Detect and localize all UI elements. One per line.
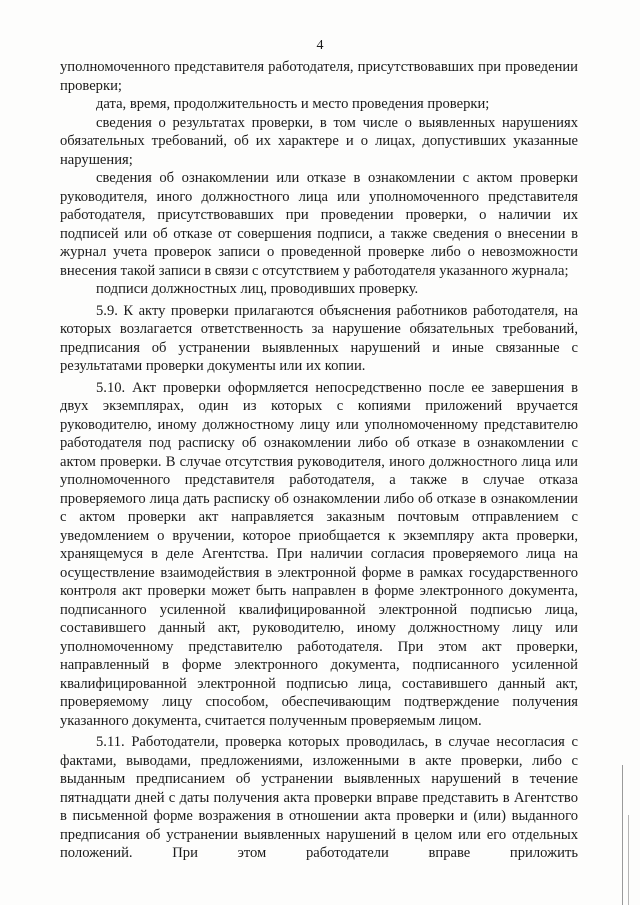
paragraph-results: сведения о результатах проверки, в том числе о выявленных нарушениях обязательных требований, об их характере и о лицах, допустивших указанные нарушения; <box>60 114 578 168</box>
scan-edge-line <box>622 765 623 905</box>
paragraph-continuation: уполномоченного представителя работодателя, присутствовавших при проведении проверки; <box>60 59 578 94</box>
page-number: 4 <box>316 38 324 53</box>
scan-edge-line-secondary <box>628 815 629 905</box>
paragraph-signatures: подписи должностных лиц, проводивших проверку. <box>96 281 419 297</box>
document-body <box>60 58 578 863</box>
paragraph-5-11: 5.11. Работодатели, проверка которых проводилась, в случае несогласия с фактами, выводами, предложениями, изложенными в акте проверки, либо с выданным предписанием об устранении выявленных нарушений в течение пятнадцати дней с даты получения акта проверки вправе представить в Агентство в письменной форме возражения в отношении акта проверки и (или) выданного предписания об устранении выявленных нарушений в целом или его отдельных положений. При этом работодатели вправе приложить <box>60 734 578 861</box>
paragraph-acquaintance: сведения об ознакомлении или отказе в ознакомлении с актом проверки руководителя, иного должностного лица или уполномоченного представителя работодателя, присутствовавших при проведении проверки, о наличии их подписей или об отказе от совершения подписи, а также сведения о внесении в журнал учета проверок записи о проведенной проверке либо о невозможности внесения такой записи в связи с отсутствием у работодателя указанного журнала; <box>60 170 578 279</box>
paragraph-5-9: 5.9. К акту проверки прилагаются объяснения работников работодателя, на которых возлагается ответственность за нарушение обязательных требований, предписания об устранении выявленных нарушений и иные связанные с результатами проверки документы или их копии. <box>60 302 578 374</box>
paragraph-date-time: дата, время, продолжительность и место проведения проверки; <box>96 96 490 112</box>
paragraph-5-10: 5.10. Акт проверки оформляется непосредственно после ее завершения в двух экземплярах, один из которых с копиями приложений вручается руководителю, иному должностному лицу или уполномоченному представителю работодателя под расписку об ознакомлении либо об отказе в ознакомлении с актом проверки. В случае отсутствия руководителя, иного должностного лица или уполномоченного представителя работодателя, а также в случае отказа проверяемого лица дать расписку об ознакомлении либо об отказе в ознакомлении с актом проверки акт направляется заказным почтовым отправлением с уведомлением о вручении, которое приобщается к экземпляру акта проверки, хранящемуся в деле Агентства. При наличии согласия проверяемого лица на осуществление взаимодействия в электронной форме в рамках государственного контроля акт проверки может быть направлен в форме электронного документа, подписанного усиленной квалифицированной электронной подписью лица, составившего данный акт, руководителю, иному должностному лицу или уполномоченному представителю работодателя. При этом акт проверки, направленный в форме электронного документа, подписанного усиленной квалифицированной электронной подписью лица, составившего данный акт, проверяемому лицу способом, обеспечивающим подтверждение получения указанного документа, считается полученным проверяемым лицом. <box>60 379 578 729</box>
